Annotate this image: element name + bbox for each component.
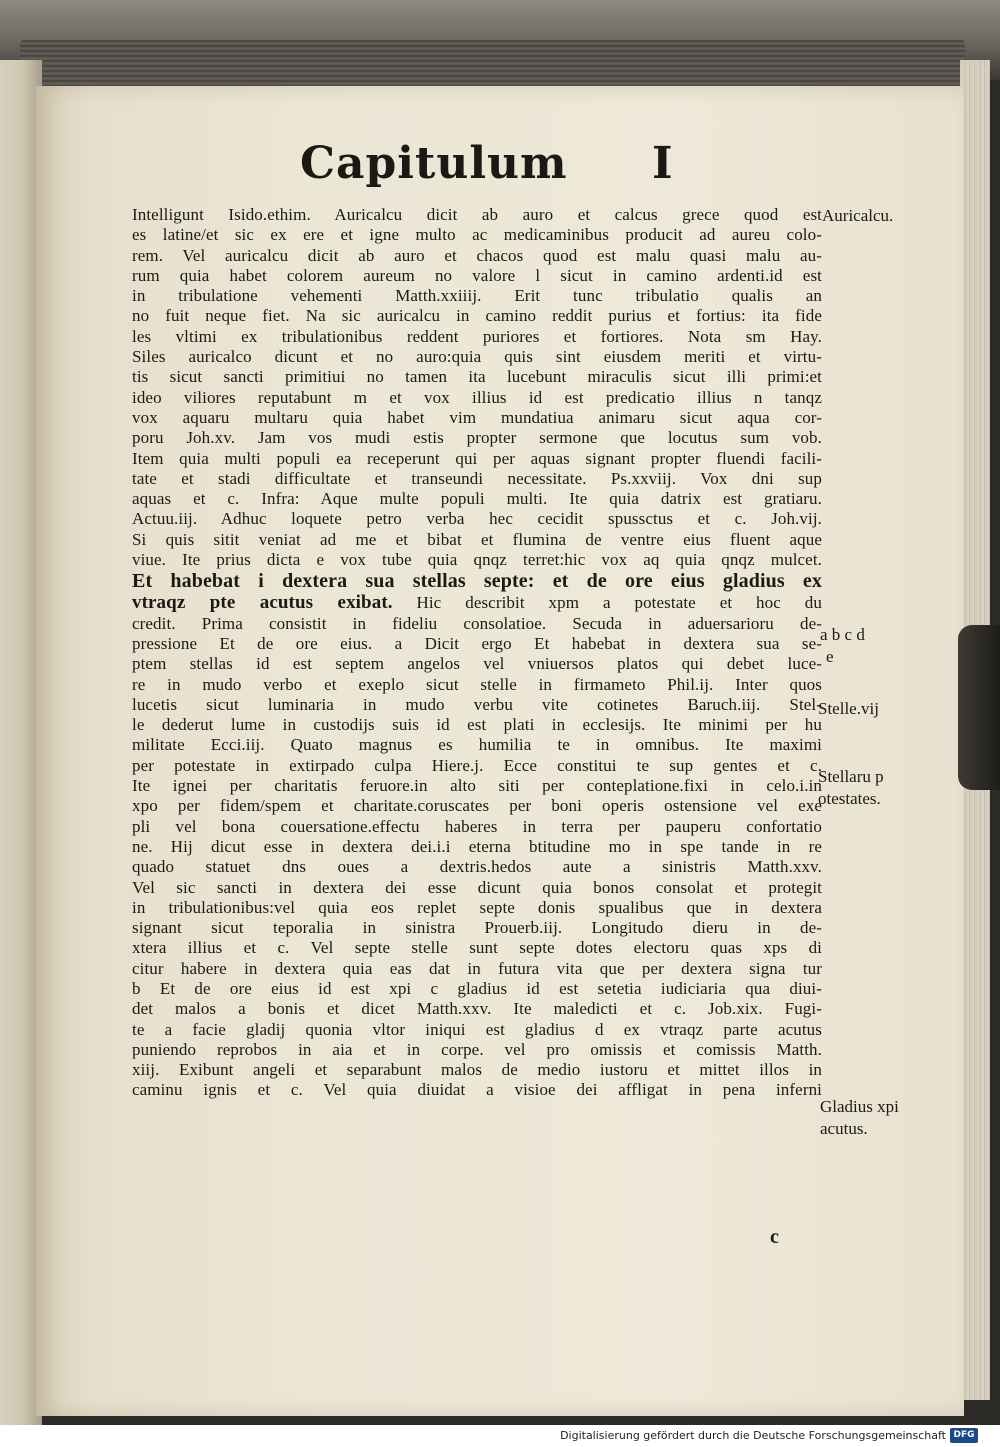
text-line: credit. Prima consistit in fideliu consolatioe. Secuda in aduersarioru de- [132, 613, 822, 633]
lemma-continuation: vtraqz pte acutus exibat. [132, 593, 393, 614]
text-line: in tribulationibus:vel quia eos replet septe donis spualibus que in dextera [132, 897, 822, 917]
text-line: xpo per fidem/spem et charitate.coruscates per boni operis ostensione vel exe [132, 796, 822, 816]
text-line: Item quia multi populi ea receperunt qui per aquas signant propter fluendi facili- [132, 448, 822, 468]
main-text-column [132, 205, 822, 1101]
text-line: pressione Et de ore eius. a Dicit ergo Et habebat in dextera sua se- [132, 633, 822, 653]
footer-bar [0, 1425, 1000, 1447]
text-line: viue. Ite prius dicta e vox tube quia qnqz terret:hic vox aq quia qnqz mulcet. [132, 550, 822, 570]
text-line: Ite ignei per charitatis feruore.in alto siti per conteplatione.fixi in celo.i.in [132, 776, 822, 796]
text-line: le dederut lume in custodijs suis id est plati in ecclesijs. Ite minimi per hu [132, 715, 822, 735]
chapter-number: I [652, 138, 673, 189]
chapter-heading [300, 138, 700, 208]
text-line: signant sicut teporalia in sinistra Prouerb.iij. Longitudo dieru in de- [132, 918, 822, 938]
margin-note-stelle: Stelle.vij [818, 699, 879, 718]
text-line: per potestate in extirpado culpa Hiere.j. Ecce constitui te sup gentes et c. [132, 755, 822, 775]
page-clip [958, 625, 1000, 790]
text-line: rum quia habet colorem aureum no valore l sicut in camino ardenti.id est [132, 265, 822, 285]
text-line: xtera illius et c. Vel septe stelle sunt septe dotes electoru quas xps di [132, 938, 822, 958]
text-line: ideo viliores reputabunt m et vox illius id est predicatio illius n tanqz [132, 387, 822, 407]
text-line: ptem stellas id est septem angelos vel vniuersos platos qui debet luce- [132, 654, 822, 674]
text-line: Siles auricalco dicunt et no auro:quia quis sint eiusdem meriti et virtu- [132, 347, 822, 367]
chapter-word: Capitulum [300, 138, 568, 189]
margin-note-potestates: otestates. [818, 789, 881, 808]
margin-note-auricalcum: Auricalcu. [822, 206, 894, 225]
text-line: militate Ecci.iij. Quato magnus es humilia te in omnibus. Ite maximi [132, 735, 822, 755]
text-line: les vltimi ex tribulationibus reddent puriores et fortiores. Nota sm Hay. [132, 326, 822, 346]
text-line: vox aquaru multaru quia habet vim mundatiua animaru sicut aqua cor- [132, 407, 822, 427]
text-line: Si quis sitit veniat ad me et bibat et flumina de ventre eius fluent aque [132, 529, 822, 549]
text-line: lucetis sicut luminaria in mudo verbu vite cotinetes Baruch.iij. Stel- [132, 694, 822, 714]
text-line: pli vel bona couersatione.effectu haberes in terra per pauperu confortatio [132, 816, 822, 836]
text-line: ne. Hij dicut esse in dextera dei.i.i eterna btitudine mo in spe tande in re [132, 836, 822, 856]
text-line: in tribulatione vehementi Matth.xxiiij. Erit tunc tribulatio qualis an [132, 286, 822, 306]
text-line: det malos a bonis et dicet Matth.xxv. Ite maledicti et c. Job.xix. Fugi- [132, 999, 822, 1019]
margin-note-stellarum: Stellaru p [818, 767, 884, 786]
margin-note-gladius: Gladius xpi [820, 1097, 899, 1116]
margin-note-letters: a b c d [820, 625, 865, 644]
signature-mark: c [770, 1226, 779, 1248]
text-line: te a facie gladij quonia vltor iniqui est gladius d ex vtraqz parte acutus [132, 1019, 822, 1039]
margin-note-acutus: acutus. [820, 1119, 868, 1138]
text-line: Actuu.iij. Adhuc loquete petro verba hec cecidit spussctus et c. Joh.vij. [132, 509, 822, 529]
text-line: no fuit neque fiet. Na sic auricalcu in camino reddit purius et fortius: ita fide [132, 306, 822, 326]
text-line: es latine/et sic ex ere et igne multo ac medicaminibus producit ad aureu colo- [132, 225, 822, 245]
text-line: caminu ignis et c. Vel quia diuidat a visioe dei affligat in pena inferni [132, 1080, 822, 1100]
text-line: b Et de ore eius id est xpi c gladius id est setetia iudiciaria qua diui- [132, 978, 822, 998]
margin-note-letter-e: e [826, 647, 834, 666]
text-fragment: Hic describit xpm a potestate et hoc du [416, 593, 822, 613]
text-line: rem. Vel auricalcu dicit ab auro et chacos quod est malu quasi malu au- [132, 245, 822, 265]
text-line: Vel sic sancti in dextera dei esse dicunt quia bonos consolat et protegit [132, 877, 822, 897]
text-line: tate et stadi difficultate et transeundi necessitate. Ps.xxviij. Vox dni sup [132, 468, 822, 488]
lemma-line: Et habebat i dextera sua stellas septe: et de ore eius gladius ex [132, 570, 822, 593]
text-line: aquas et c. Infra: Aque multe populi multi. Ite quia datrix est gratiaru. [132, 489, 822, 509]
text-line: quado statuet dns oues a dextris.hedos aute a sinistris Matth.xxv. [132, 857, 822, 877]
text-line: puniendo reprobos in aia et in corpe. vel pro omissis et comissis Matth. [132, 1039, 822, 1059]
text-line [132, 593, 822, 613]
text-line: poru Joh.xv. Jam vos mudi estis propter sermone que locutus sum vob. [132, 428, 822, 448]
text-line: Intelligunt Isido.ethim. Auricalcu dicit ab auro et calcus grece quod est [132, 205, 822, 224]
text-line: re in mudo verbo et exeplo sicut stelle in firmameto Phil.ij. Inter quos [132, 674, 822, 694]
text-line: xiij. Exibunt angeli et separabunt malos de medio iustoru et mittet illos in [132, 1060, 822, 1080]
text-line: citur habere in dextera quia eas dat in futura vita que per dextera signa tur [132, 958, 822, 978]
funding-credit: Digitalisierung gefördert durch die Deutsche Forschungsgemeinschaft [560, 1429, 946, 1442]
text-line: tis sicut sancti primitiui no tamen ita lucebunt miraculis sicut illi primi:et [132, 367, 822, 387]
dfg-logo-icon: DFG [950, 1428, 978, 1443]
